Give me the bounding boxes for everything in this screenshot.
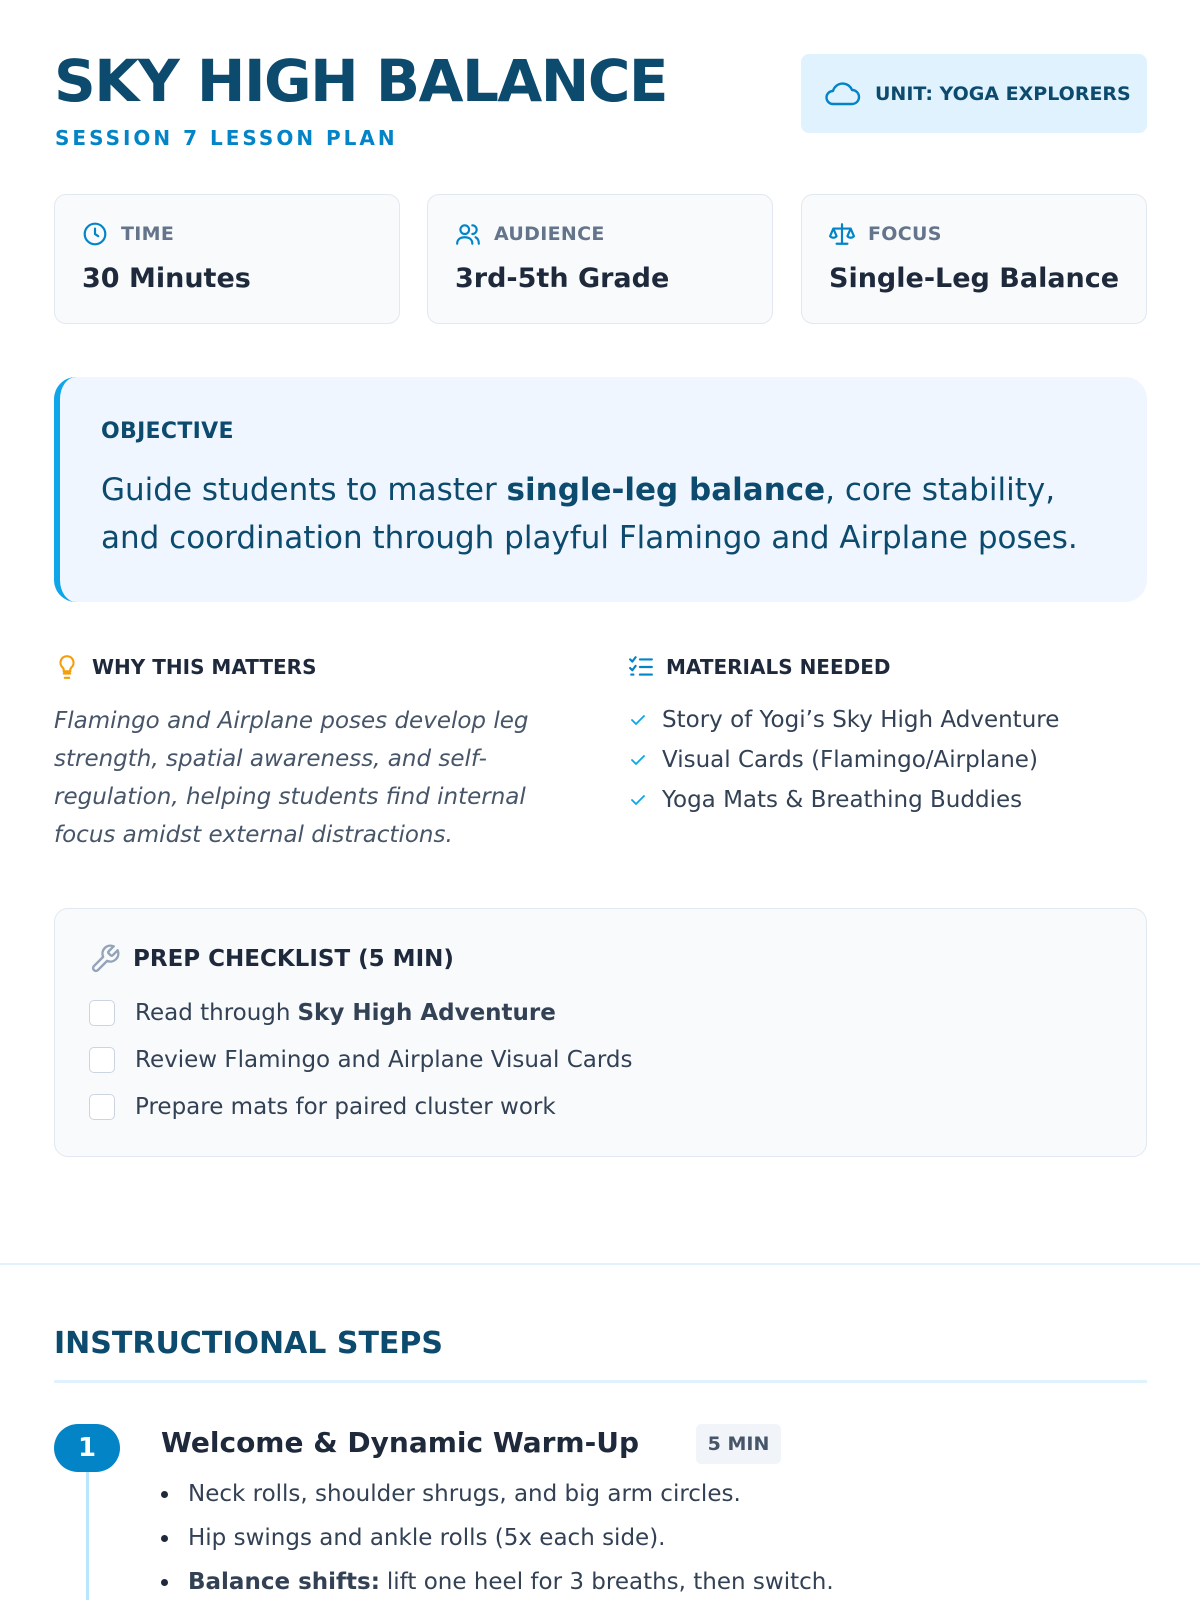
step-number: 1 [54,1424,120,1472]
objective-emphasis: single-leg balance [506,472,826,508]
objective-heading: OBJECTIVE [101,419,234,444]
check-icon [628,710,648,730]
stat-value: Single-Leg Balance [829,263,1120,294]
unit-badge-label: UNIT: YOGA EXPLORERS [875,82,1131,105]
step-timeline [86,1450,89,1600]
steps-rule [54,1380,1147,1383]
check-icon [628,750,648,770]
checkbox[interactable] [89,1047,115,1073]
clock-icon [82,221,108,247]
lightbulb-icon [54,654,80,680]
step-bullets [161,1472,834,1600]
step-time-badge: 5 MIN [696,1424,781,1464]
stat-value: 30 Minutes [82,263,251,294]
page-title: SKY HIGH BALANCE [54,47,668,115]
checklist-item[interactable]: Prepare mats for paired cluster work [89,1083,1146,1130]
checklist-icon [628,654,654,680]
unit-badge [801,54,1147,133]
materials-list [628,700,1059,820]
prep-heading: PREP CHECKLIST (5 MIN) [89,943,1146,975]
list-item: Yoga Mats & Breathing Buddies [628,780,1059,820]
why-heading: WHY THIS MATTERS [54,654,316,680]
check-icon [628,790,648,810]
list-item: Visual Cards (Flamingo/Airplane) [628,740,1059,780]
materials-heading: MATERIALS NEEDED [628,654,891,680]
objective-panel [54,377,1147,602]
steps-heading: INSTRUCTIONAL STEPS [54,1326,443,1361]
users-icon [455,221,481,247]
list-item: Balance shifts: lift one heel for 3 breaths, then switch. [161,1560,834,1600]
section-divider [0,1263,1200,1265]
checkbox[interactable] [89,1000,115,1026]
page-subtitle: SESSION 7 LESSON PLAN [55,126,398,150]
prep-checklist [54,908,1147,1157]
checklist-item[interactable]: Read through Sky High Adventure [89,989,1146,1036]
scale-icon [829,221,855,247]
wrench-icon [89,943,121,975]
stat-card-time [54,194,400,324]
why-text: Flamingo and Airplane poses develop leg strength, spatial awareness, and self-regulation, helping students find internal focus amidst external distractions. [54,708,529,848]
stat-card-focus [801,194,1147,324]
checklist-item[interactable]: Review Flamingo and Airplane Visual Cards [89,1036,1146,1083]
stat-card-audience [427,194,773,324]
cloud-icon [823,79,861,109]
stat-label: FOCUS [868,223,942,245]
stat-label: TIME [121,223,175,245]
stat-value: 3rd-5th Grade [455,263,670,294]
list-item: Story of Yogi’s Sky High Adventure [628,700,1059,740]
checkbox[interactable] [89,1094,115,1120]
list-item: Neck rolls, shoulder shrugs, and big arm circles. [161,1472,834,1516]
stat-label: AUDIENCE [494,223,605,245]
list-item: Hip swings and ankle rolls (5x each side). [161,1516,834,1560]
objective-text: Guide students to master single-leg balance, core stability, and coordination through playful Flamingo and Airplane poses. [101,472,1078,556]
step-title: Welcome & Dynamic Warm-Up [161,1426,639,1459]
